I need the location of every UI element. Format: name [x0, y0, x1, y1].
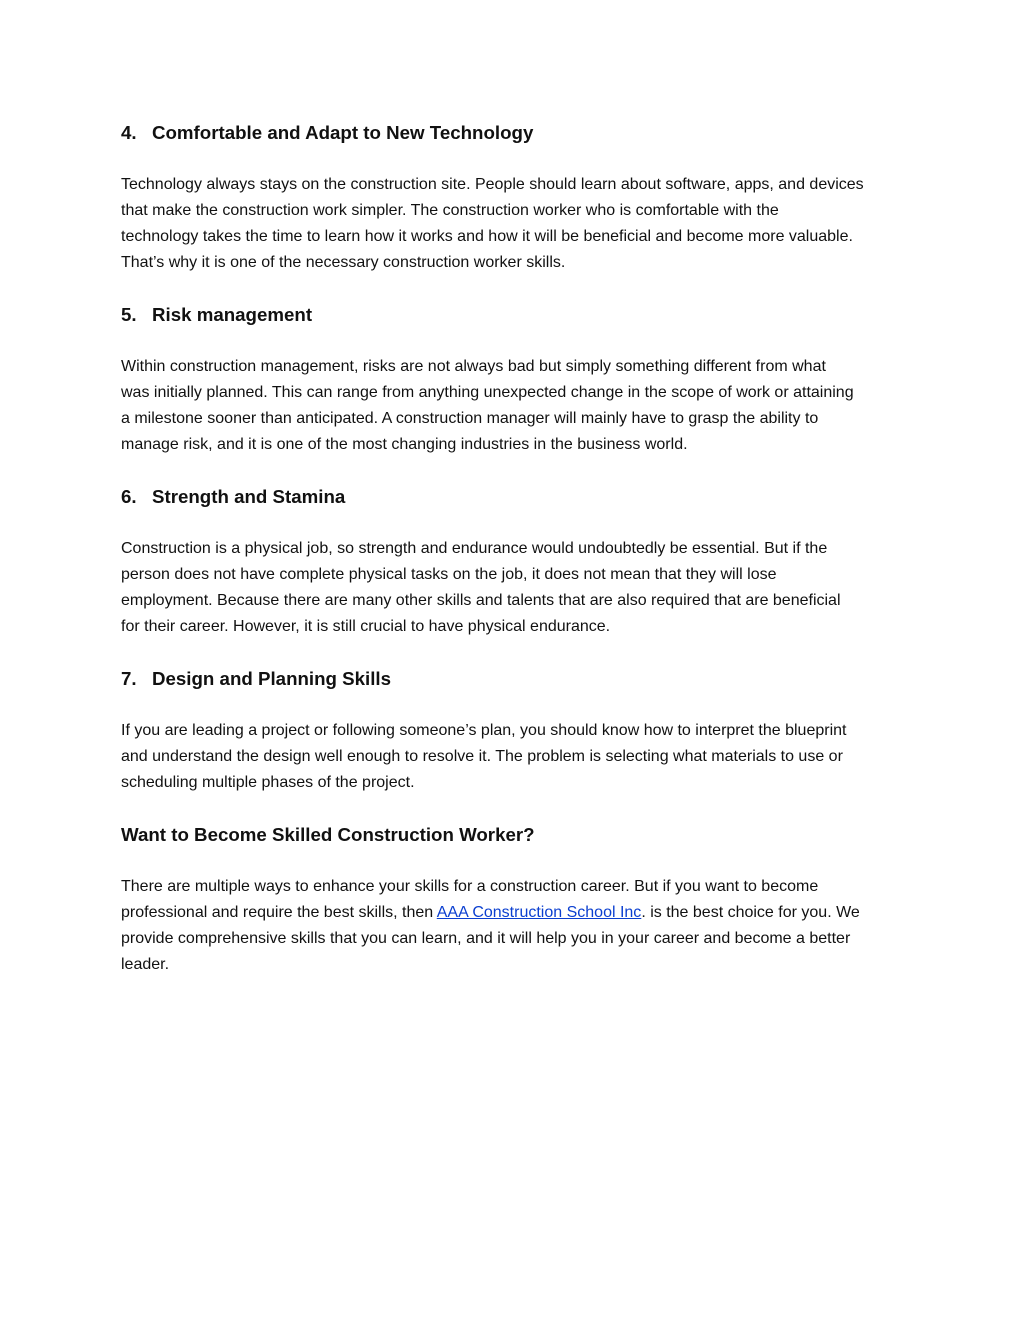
section-closing	[121, 822, 911, 978]
paragraph-line: manage risk, and it is one of the most changing industries in the business world.	[121, 436, 688, 453]
section-title: Design and Planning Skills	[152, 668, 392, 689]
line-text: professional and require the best skills, then	[121, 904, 437, 921]
paragraph-line: That’s why it is one of the necessary construction worker skills.	[121, 254, 566, 271]
section-strength-stamina	[121, 484, 911, 640]
paragraph-line	[121, 900, 911, 926]
section-heading	[121, 666, 911, 692]
section-number: 5.	[121, 304, 137, 325]
paragraph-line: There are multiple ways to enhance your skills for a construction career. But if you want to become	[121, 878, 819, 895]
section-number: 7.	[121, 668, 137, 689]
paragraph-line: for their career. However, it is still crucial to have physical endurance.	[121, 618, 611, 635]
paragraph-line: and understand the design well enough to resolve it. The problem is selecting what materials to use or	[121, 748, 843, 765]
paragraph-line: person does not have complete physical tasks on the job, it does not mean that they will lose	[121, 566, 777, 583]
paragraph-line: Technology always stays on the construction site. People should learn about software, apps, and devices	[121, 176, 864, 193]
document-body	[121, 120, 911, 1004]
paragraph-line: technology takes the time to learn how it works and how it will be beneficial and become more valuable.	[121, 228, 853, 245]
section-paragraph	[121, 172, 911, 276]
section-paragraph	[121, 354, 911, 458]
section-title: Comfortable and Adapt to New Technology	[152, 122, 534, 143]
section-paragraph	[121, 718, 911, 796]
section-paragraph	[121, 536, 911, 640]
line-text: . is the best choice for you. We	[641, 904, 860, 921]
section-heading	[121, 302, 911, 328]
section-title: Strength and Stamina	[152, 486, 346, 507]
paragraph-line: Within construction management, risks are not always bad but simply something different from what	[121, 358, 826, 375]
paragraph-line: provide comprehensive skills that you can learn, and it will help you in your career and become a better	[121, 930, 851, 947]
section-design-planning	[121, 666, 911, 796]
section-title: Risk management	[152, 304, 313, 325]
closing-paragraph	[121, 874, 911, 978]
section-number: 4.	[121, 122, 137, 143]
section-risk-management	[121, 302, 911, 458]
paragraph-line: that make the construction work simpler. The construction worker who is comfortable with the	[121, 202, 779, 219]
closing-heading: Want to Become Skilled Construction Worker?	[121, 824, 535, 845]
paragraph-line: a milestone sooner than anticipated. A construction manager will mainly have to grasp the ability to	[121, 410, 819, 427]
paragraph-line: Construction is a physical job, so strength and endurance would undoubtedly be essential. But if the	[121, 540, 828, 557]
paragraph-line: employment. Because there are many other skills and talents that are also required that are beneficial	[121, 592, 841, 609]
section-technology	[121, 120, 911, 276]
section-number: 6.	[121, 486, 137, 507]
section-heading	[121, 484, 911, 510]
school-link[interactable]: AAA Construction School Inc	[436, 904, 642, 921]
paragraph-line: scheduling multiple phases of the project.	[121, 774, 415, 791]
paragraph-line: If you are leading a project or following someone’s plan, you should know how to interpret the blueprint	[121, 722, 847, 739]
section-heading	[121, 120, 911, 146]
paragraph-line: was initially planned. This can range from anything unexpected change in the scope of work or attaining	[121, 384, 854, 401]
paragraph-line: leader.	[121, 956, 170, 973]
